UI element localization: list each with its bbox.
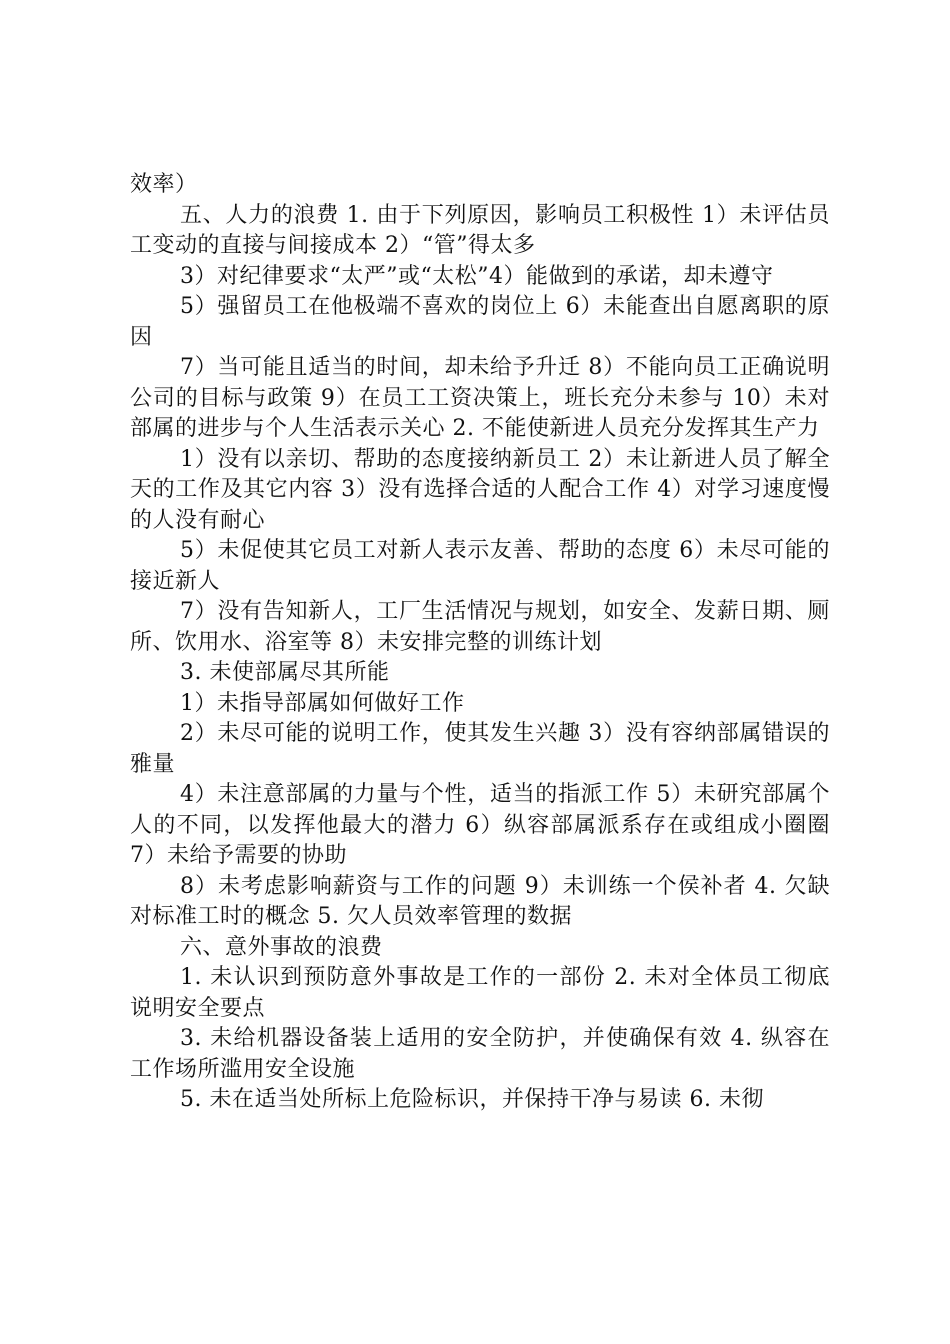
paragraph: 5）未促使其它员工对新人表示友善、帮助的态度 6）未尽可能的接近新人 [130,538,830,594]
paragraph: 1）没有以亲切、帮助的态度接纳新员工 2）未让新进人员了解全天的工作及其它内容 3）没有选择合适的人配合工作 4）对学习速度慢的人没有耐心 [130,446,830,533]
paragraph: 2）未尽可能的说明工作，使其发生兴趣 3）没有容纳部属错误的雅量 [130,721,830,777]
paragraph: 5）强留员工在他极端不喜欢的岗位上 6）未能查出自愿离职的原因 [130,294,830,350]
paragraph: 效率） [130,172,198,197]
paragraph: 1. 未认识到预防意外事故是工作的一部份 2. 未对全体员工彻底说明安全要点 [130,965,830,1021]
paragraph: 5. 未在适当处所标上危险标识，并保持干净与易读 6. 未彻 [180,1087,764,1112]
paragraph: 六、意外事故的浪费 [180,934,383,960]
paragraph: 7）当可能且适当的时间，却未给予升迁 8）不能向员工正确说明公司的目标与政策 9）在员工工资决策上，班长充分未参与 10）未对部属的进步与个人生活表示关心 2. 不能使新进人员充分发挥其生产力 [130,355,830,441]
paragraph: 五、人力的浪费 1. 由于下列原因，影响员工积极性 1）未评估员工变动的直接与间接成本 2）“管”得太多 [130,202,830,258]
document-body [130,170,830,1116]
paragraph: 7）没有告知新人，工厂生活情况与规划，如安全、发薪日期、厕所、饮用水、浴室等 8）未安排完整的训练计划 [130,599,830,655]
paragraph: 4）未注意部属的力量与个性，适当的指派工作 5）未研究部属个人的不同，以发挥他最大的潜力 6）纵容部属派系存在或组成小圈圈 7）未给予需要的协助 [130,782,830,868]
paragraph: 3）对纪律要求“太严”或“太松”4）能做到的承诺，却未遵守 [180,263,774,289]
paragraph: 3. 未使部属尽其所能 [180,660,390,685]
paragraph: 1）未指导部属如何做好工作 [180,690,465,716]
paragraph: 3. 未给机器设备装上适用的安全防护，并使确保有效 4. 纵容在工作场所滥用安全设施 [130,1026,830,1082]
paragraph: 8）未考虑影响薪资与工作的问题 9）未训练一个侯补者 4. 欠缺对标准工时的概念 5. 欠人员效率管理的数据 [130,873,830,929]
